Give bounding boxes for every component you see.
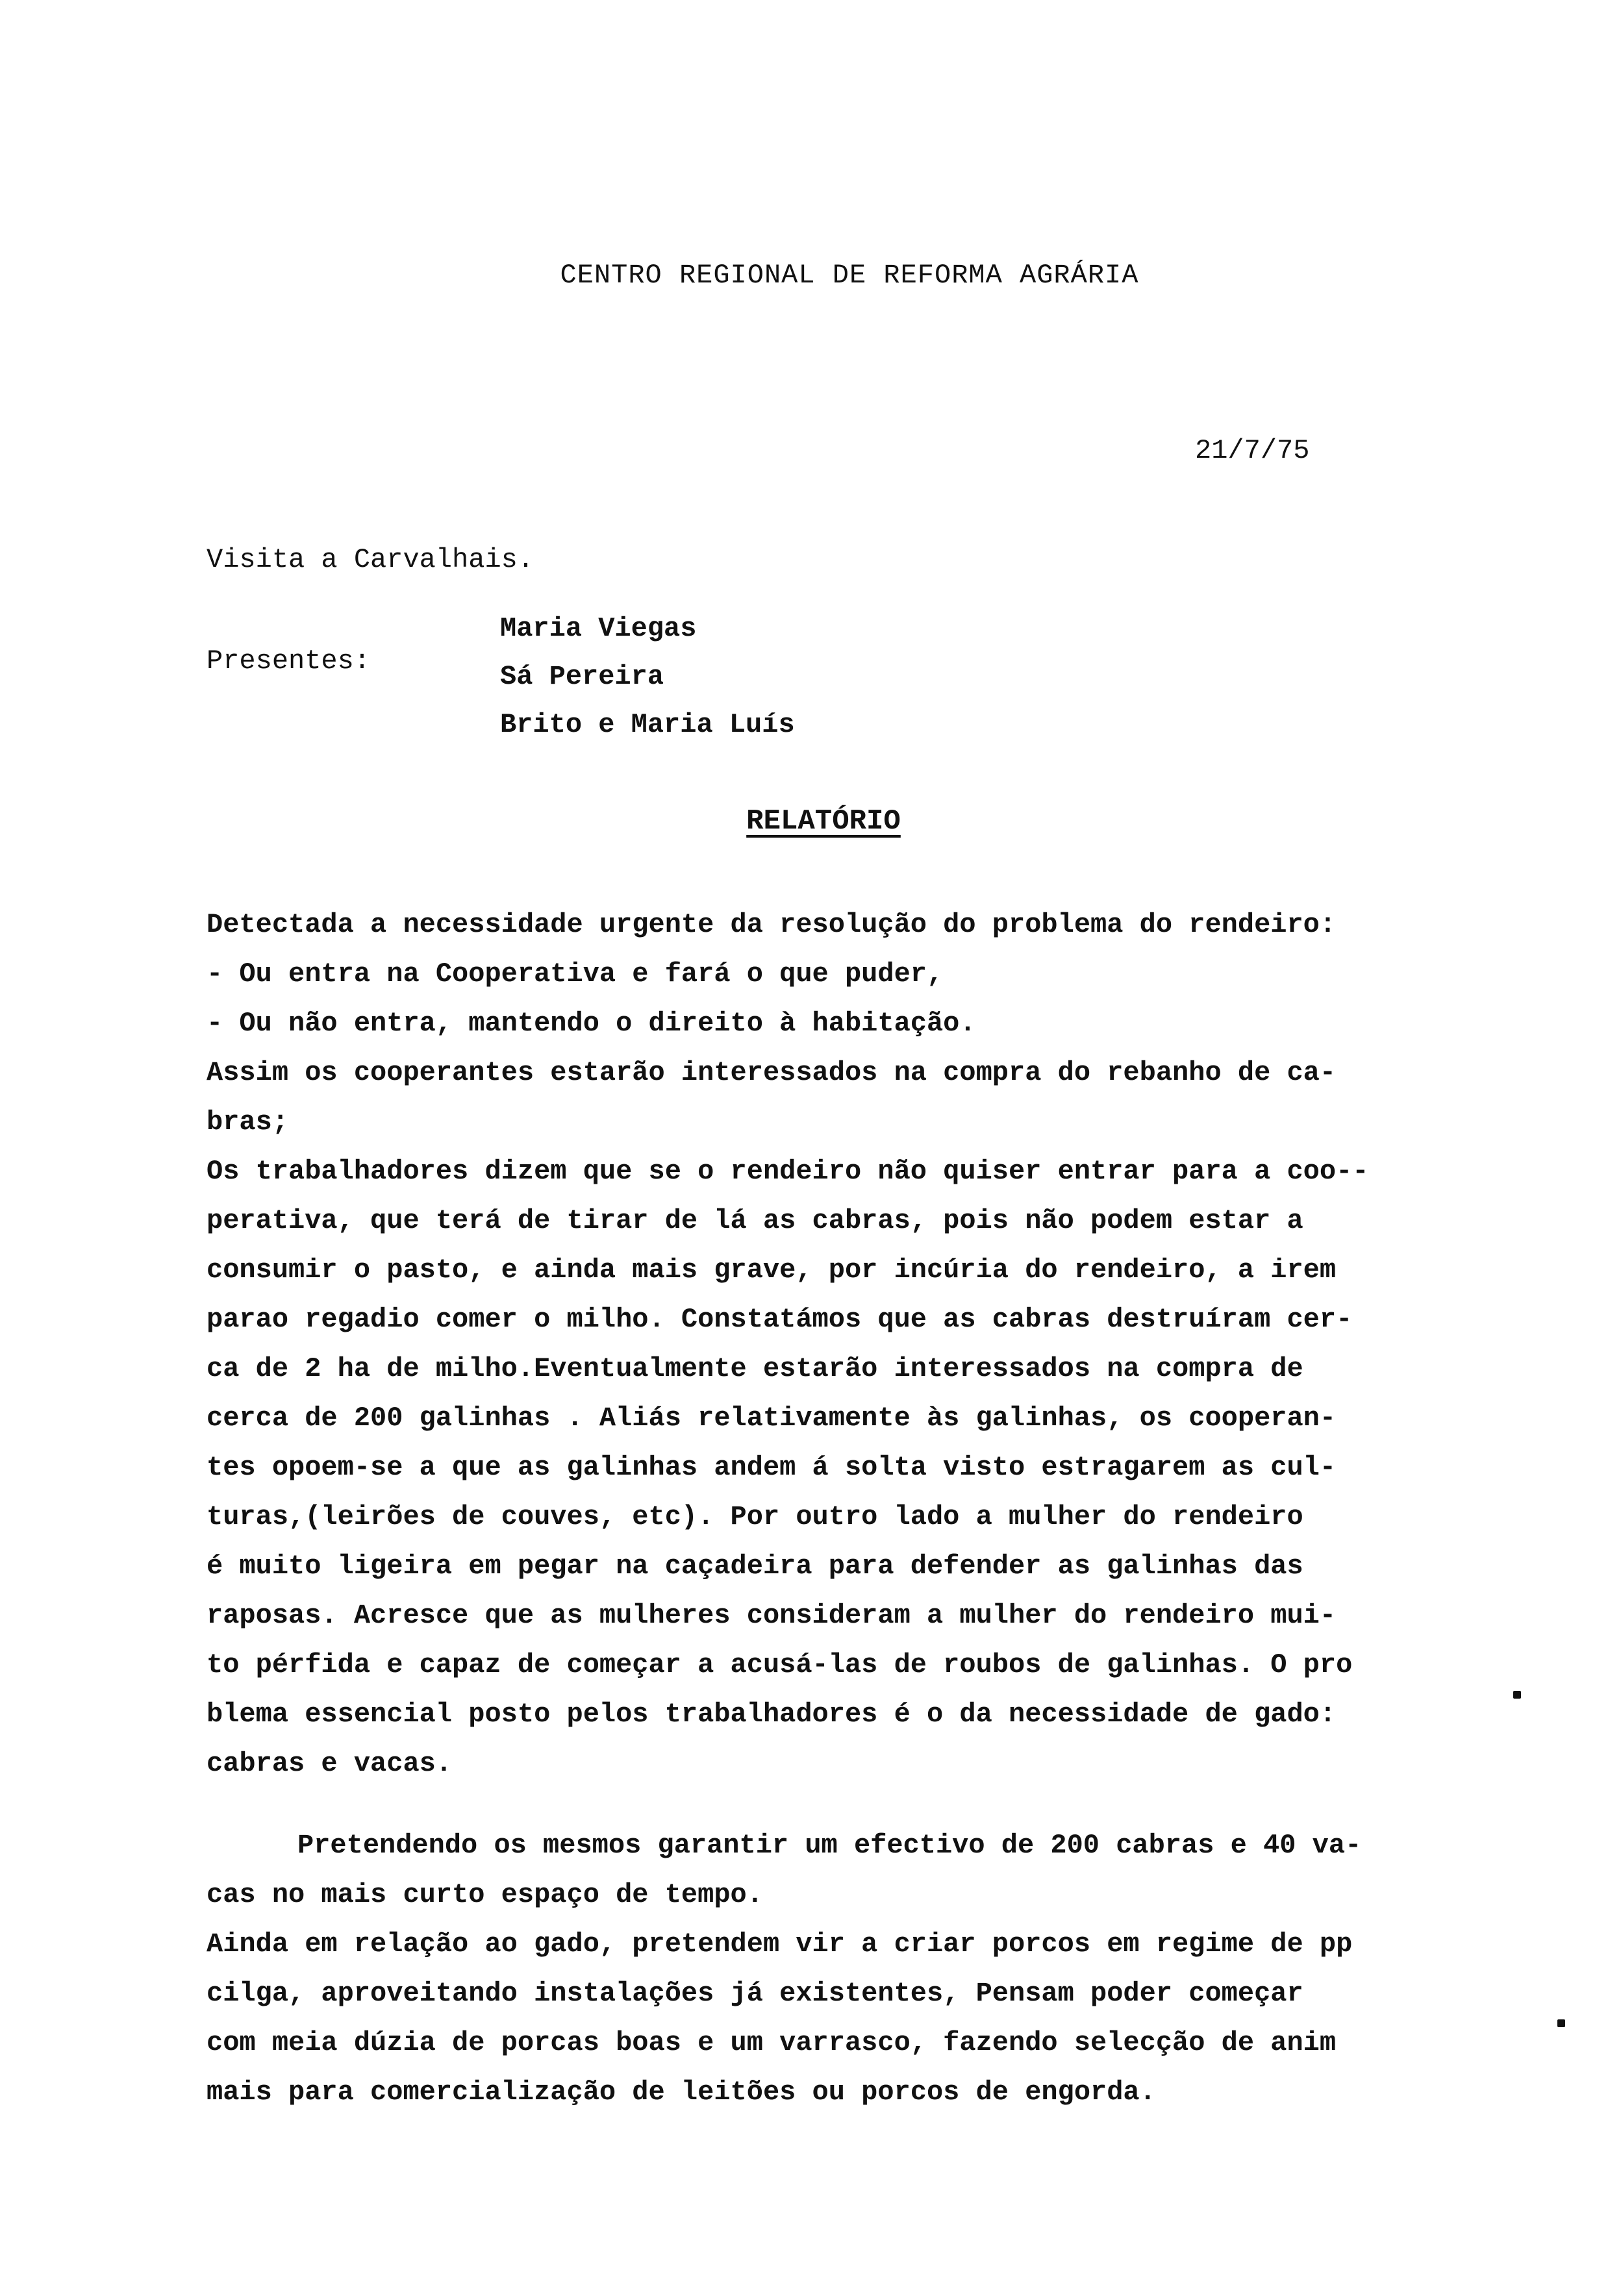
body-line: tes opoem-se a que as galinhas andem á solta visto estragarem as cul- [207,1452,1337,1483]
body-line: cilga, aproveitando instalações já existentes, Pensam poder começar [207,1978,1303,2009]
body-line: mais para comercialização de leitões ou porcos de engorda. [207,2077,1156,2108]
body-line: Ainda em relação ao gado, pretendem vir a criar porcos em regime de pp [207,1928,1353,1960]
report-title [0,805,1621,838]
body-line: consumir o pasto, e ainda mais grave, por incúria do rendeiro, a irem [207,1254,1337,1286]
body-line: Os trabalhadores dizem que se o rendeiro não quiser entrar para a coo-- [207,1156,1369,1187]
hyphen-mark [1557,2019,1565,2027]
body-line: parao regadio comer o milho. Constatámos que as cabras destruíram cer- [207,1304,1353,1335]
body-line: - Ou não entra, mantendo o direito à habitação. [207,1008,976,1039]
attendees-label: Presentes: [207,645,371,677]
body-line: blema essencial posto pelos trabalhadores é o da necessidade de gado: [207,1699,1337,1730]
attendee-1: Maria Viegas [500,613,697,644]
body-line: cas no mais curto espaço de tempo. [207,1879,763,1910]
organization-header: CENTRO REGIONAL DE REFORMA AGRÁRIA [560,260,1139,291]
hyphen-mark [1513,1691,1521,1699]
body-line: Pretendendo os mesmos garantir um efectivo de 200 cabras e 40 va- [297,1830,1362,1861]
body-line: turas,(leirões de couves, etc). Por outro lado a mulher do rendeiro [207,1501,1303,1532]
body-line: Detectada a necessidade urgente da resolução do problema do rendeiro: [207,909,1337,940]
body-line: com meia dúzia de porcas boas e um varrasco, fazendo selecção de anim [207,2027,1337,2058]
body-line: cabras e vacas. [207,1748,453,1779]
body-line: é muito ligeira em pegar na caçadeira para defender as galinhas das [207,1551,1303,1582]
attendee-2: Sá Pereira [500,661,664,692]
body-line: Assim os cooperantes estarão interessados na compra do rebanho de ca- [207,1057,1337,1088]
report-date: 21/7/75 [1195,435,1310,466]
report-body [207,900,1570,2117]
body-line: bras; [207,1106,289,1138]
visit-subject: Visita a Carvalhais. [207,544,534,575]
paragraph-gap [207,1788,1570,1821]
body-line: - Ou entra na Cooperativa e fará o que puder, [207,958,944,990]
body-line: raposas. Acresce que as mulheres consideram a mulher do rendeiro mui- [207,1600,1337,1631]
report-title-text: RELATÓRIO [746,805,901,838]
body-line: ca de 2 ha de milho.Eventualmente estarão interessados na compra de [207,1353,1303,1384]
body-line: perativa, que terá de tirar de lá as cabras, pois não podem estar a [207,1205,1303,1236]
attendee-3: Brito e Maria Luís [500,709,795,740]
body-line: to pérfida e capaz de começar a acusá-las de roubos de galinhas. O pro [207,1649,1353,1680]
body-line: cerca de 200 galinhas . Aliás relativamente às galinhas, os cooperan- [207,1403,1337,1434]
